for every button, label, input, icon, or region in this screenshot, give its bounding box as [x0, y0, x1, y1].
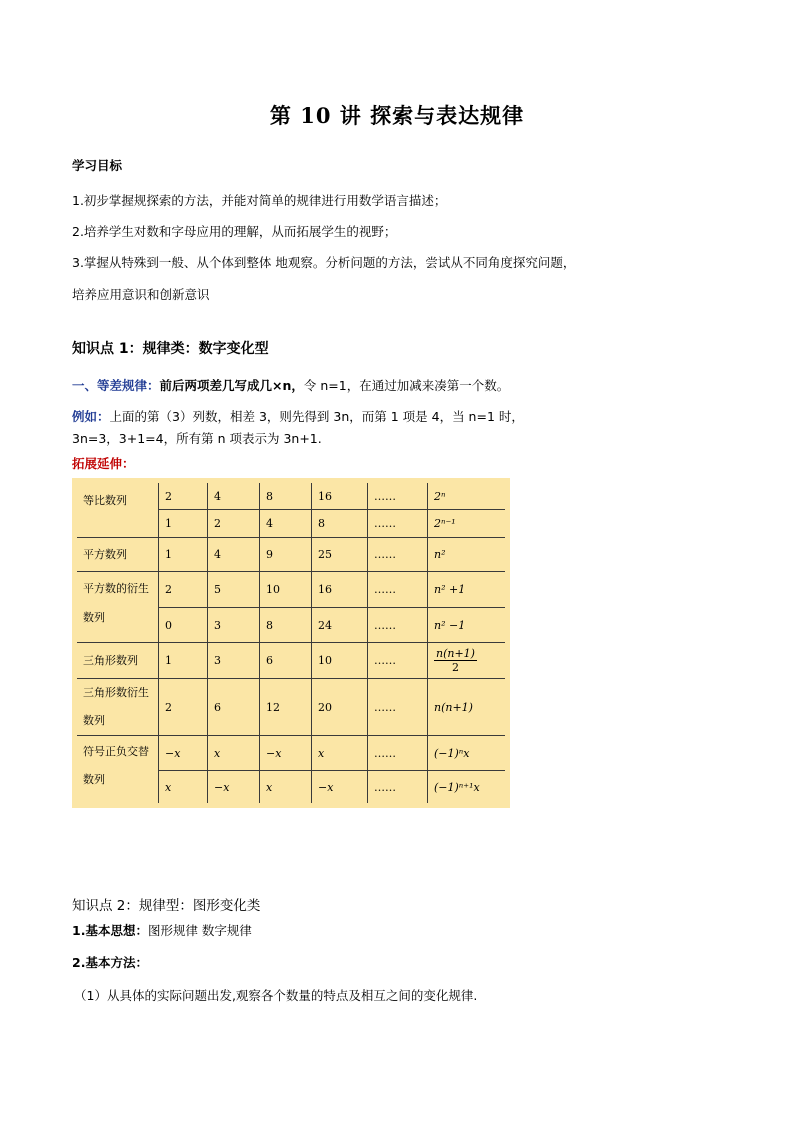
table-cell: 2 — [159, 679, 208, 736]
table-cell: 4 — [208, 538, 260, 572]
table-cell: 2 — [159, 481, 208, 510]
formula-cell — [428, 643, 508, 679]
table-cell: 3 — [208, 643, 260, 679]
table-cell: 10 — [260, 572, 312, 608]
table-cell: 1 — [159, 538, 208, 572]
row-name: 三角形数衍生数列 — [75, 679, 159, 736]
basic-method-item: （1）从具体的实际问题出发,观察各个数量的特点及相互之间的变化规律. — [74, 988, 478, 1003]
table-cell: 5 — [208, 572, 260, 608]
fraction-denominator: 2 — [451, 661, 459, 674]
extension-label: 拓展延伸： — [72, 456, 135, 471]
objective-item-1: 1.初步掌握规探索的方法，并能对简单的规律进行用数学语言描述； — [72, 193, 447, 208]
table-row — [75, 481, 508, 510]
kp1-heading: 知识点 1：规律类：数字变化型 — [72, 341, 269, 357]
formula-cell: n(n+1) — [428, 679, 508, 736]
kp2-heading: 知识点 2：规律型：图形变化类 — [72, 898, 261, 914]
objective-item-4: 培养应用意识和创新意识 — [72, 287, 210, 302]
table-cell: 10 — [312, 643, 368, 679]
table-cell: 4 — [208, 481, 260, 510]
table-cell: x — [208, 736, 260, 771]
basic-idea-text: 图形规律 数字规律 — [147, 923, 252, 938]
table-row — [75, 736, 508, 771]
table-cell: 6 — [260, 643, 312, 679]
table-cell: 9 — [260, 538, 312, 572]
table-cell: 0 — [159, 608, 208, 643]
table-cell: …… — [368, 572, 428, 608]
table-cell: 8 — [312, 510, 368, 538]
example-label: 例如： — [72, 409, 110, 424]
table-cell: 25 — [312, 538, 368, 572]
table-cell: …… — [368, 608, 428, 643]
basic-method-label: 2.基本方法： — [72, 955, 148, 970]
objectives-heading: 学习目标 — [72, 158, 123, 173]
table-cell: 4 — [260, 510, 312, 538]
arithmetic-rule-label: 一、等差规律： — [72, 378, 160, 393]
table-cell: …… — [368, 538, 428, 572]
table-cell: 1 — [159, 643, 208, 679]
arithmetic-rule-rest: 令 n=1，在通过加减来凑第一个数。 — [303, 378, 510, 393]
formula-cell: (−1)ⁿ⁺¹x — [428, 771, 508, 806]
formula-cell: n² −1 — [428, 608, 508, 643]
formula-cell: n² +1 — [428, 572, 508, 608]
formula-cell: 2ⁿ⁻¹ — [428, 510, 508, 538]
table-cell: …… — [368, 643, 428, 679]
table-cell: x — [260, 771, 312, 806]
table-cell: 2 — [159, 572, 208, 608]
row-name: 等比数列 — [75, 481, 159, 538]
table-cell: 12 — [260, 679, 312, 736]
table-cell: …… — [368, 771, 428, 806]
table-cell: 1 — [159, 510, 208, 538]
table-cell: 8 — [260, 608, 312, 643]
table-cell: …… — [368, 510, 428, 538]
row-name: 平方数的衍生数列 — [75, 572, 159, 643]
formula-cell: (−1)ⁿx — [428, 736, 508, 771]
basic-idea-label: 1.基本思想： — [72, 923, 148, 938]
example-line-1 — [72, 407, 524, 425]
row-name: 三角形数列 — [75, 643, 159, 679]
table-cell: 20 — [312, 679, 368, 736]
table-row — [75, 643, 508, 679]
formula-cell: n² — [428, 538, 508, 572]
basic-idea — [72, 921, 252, 939]
page-title: 第 10 讲 探索与表达规律 — [269, 103, 525, 128]
row-name: 符号正负交替数列 — [75, 736, 159, 806]
table-cell: 8 — [260, 481, 312, 510]
table-cell: 24 — [312, 608, 368, 643]
table-cell: −x — [312, 771, 368, 806]
formula-cell: 2ⁿ — [428, 481, 508, 510]
example-text-1: 上面的第（3）列数，相差 3，则先得到 3n，而第 1 项是 4，当 n=1 时， — [109, 409, 524, 424]
table-cell: 6 — [208, 679, 260, 736]
table-row — [75, 572, 508, 608]
table-cell: x — [312, 736, 368, 771]
example-line-2: 3n=3，3+1=4，所有第 n 项表示为 3n+1. — [72, 431, 322, 446]
table-cell: −x — [159, 736, 208, 771]
table-cell: 3 — [208, 608, 260, 643]
fraction-numerator: n(n+1) — [436, 647, 475, 660]
table-cell: −x — [208, 771, 260, 806]
table-cell: −x — [260, 736, 312, 771]
sequence-rules-table — [72, 478, 510, 808]
arithmetic-rule-formula: 前后两项差几写成几×n， — [159, 378, 304, 393]
table-row — [75, 679, 508, 736]
row-name: 平方数列 — [75, 538, 159, 572]
table-cell: 16 — [312, 572, 368, 608]
table-cell: …… — [368, 679, 428, 736]
table-cell: …… — [368, 481, 428, 510]
table-cell: …… — [368, 736, 428, 771]
objective-item-3: 3.掌握从特殊到一般、从个体到整体 地观察。分析问题的方法，尝试从不同角度探究问题， — [72, 255, 576, 270]
table-row — [75, 538, 508, 572]
table-cell: 16 — [312, 481, 368, 510]
table-cell: x — [159, 771, 208, 806]
objective-item-2: 2.培养学生对数和字母应用的理解，从而拓展学生的视野； — [72, 224, 397, 239]
table-cell: 2 — [208, 510, 260, 538]
arithmetic-rule — [72, 376, 509, 394]
fraction — [434, 647, 477, 674]
